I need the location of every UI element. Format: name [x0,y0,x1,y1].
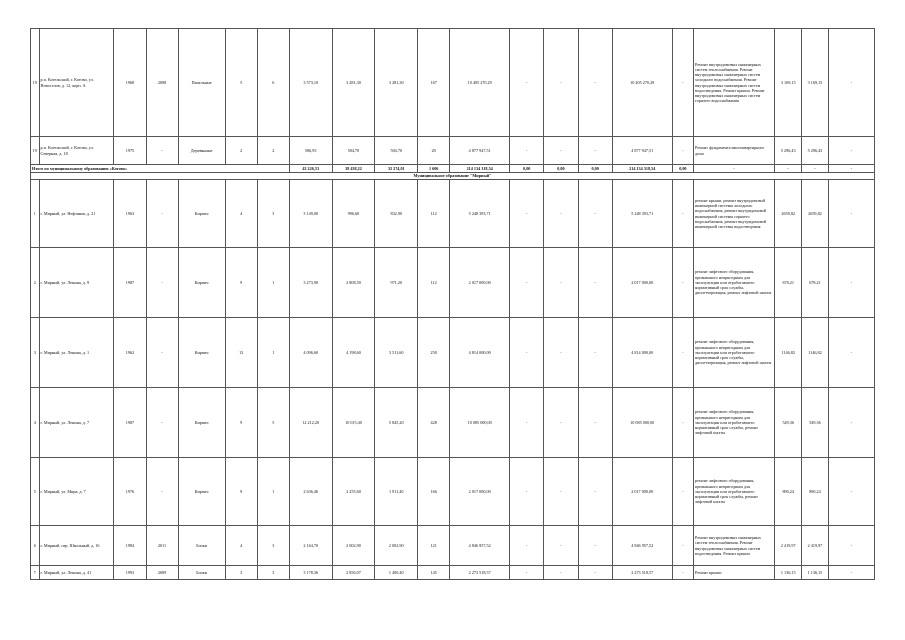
cell-floors: 9 [225,248,257,318]
cell-no: 3 [31,318,40,388]
cell-floors: 9 [225,388,257,458]
cell-p3: - [828,566,874,580]
cell-year-built: 1987 [114,248,146,318]
cell-area-living: 2 255,60 [332,458,375,526]
cell-address: р.п. Котельский, г. Котово, ул. Северная, д. 18 [39,137,114,165]
cell-p3: - [828,180,874,248]
cell-floors: 4 [225,180,257,248]
cell-wall: Кирпич [178,318,225,388]
cell-c4: 4 814 000,00 [612,318,672,388]
cell-c4: 4 877 947,51 [612,137,672,165]
cell-c1: - [510,388,544,458]
cell-residents: 428 [418,388,450,458]
cell-area-total: 3 273,90 [289,248,332,318]
cell-area-res: 3 511,60 [375,318,418,388]
cell-floors: 5 [225,29,257,137]
cell-c5: - [672,248,693,318]
cell-p3: - [828,248,874,318]
cell-year-rec: - [146,318,178,388]
cell-works: ремонт лифтового оборудования, признанного непригодным для эксплуатации или отработавшего нормативный срок службы, ремонт лифтовой шахты [694,388,775,458]
cell-wall: Блоки [178,566,225,580]
cell-p3: - [828,388,874,458]
cell-entrances: 2 [257,137,289,165]
cell-area-living: 504,70 [332,137,375,165]
table-row [31,180,875,248]
cell-wall: Панельные [178,29,225,137]
cell-year-rec: - [146,248,178,318]
cell-works: ремонт лифтового оборудования, признанного непригодным для эксплуатации или отработавшего нормативный срок службы, диспетчеризация, ремонт лифтовой шахты [694,318,775,388]
cell-c3: - [578,458,612,526]
cell-residents: 20 [418,137,450,165]
cell-wall: Кирпич [178,180,225,248]
cell-year-built: 1963 [114,180,146,248]
total-area-total: 43 226,53 [289,165,332,173]
cell-address: г. Мирный, ул. Ленина, д. 7 [39,388,114,458]
cell-year-rec: - [146,180,178,248]
cell-entrances: 3 [257,180,289,248]
cell-entrances: 6 [257,29,289,137]
cell-works: Ремонт внутридомовых инженерных систем теплоснабжения. Ремонт внутридомовых инженерных систем водоотведения. Ремонт крыши [694,526,775,566]
total-c1: 0,00 [510,165,544,173]
cell-area-res: 1 400,40 [375,566,418,580]
total-c2: 0,00 [544,165,578,173]
cell-residents: 145 [418,566,450,580]
cell-c4: 5 248 393,71 [612,180,672,248]
table-row [31,526,875,566]
cell-no: 2 [31,248,40,318]
cell-p2: 1 136,15 [802,566,829,580]
cell-wall: Кирпич [178,248,225,318]
cell-c3: - [578,318,612,388]
cell-p1: 2 419,97 [775,526,802,566]
cell-area-total: 3 573,10 [289,29,332,137]
cell-area-living: 4 198,60 [332,318,375,388]
cell-p1: 890,24 [775,458,802,526]
cell-p2: 1146,82 [802,318,829,388]
cell-cost: 10 085 000,00 [450,388,510,458]
cell-no: 7 [31,566,40,580]
total-label: Итого по муниципальному образованию «Котово» [31,165,290,173]
cell-entrances: 3 [257,526,289,566]
cell-p2: 5 296,43 [802,137,829,165]
cell-c1: - [510,137,544,165]
cell-c5: - [672,526,693,566]
total-residents: 1 606 [418,165,450,173]
cell-c4: 2 017 000,00 [612,458,672,526]
cell-year-rec: 2008 [146,29,178,137]
cell-address: р.п. Котельский, г. Котово, ул. Новоселов, д. 12, корп. А [39,29,114,137]
total-p3: - [828,165,874,173]
cell-no: 1 [31,180,40,248]
cell-c4: 10 405 270,29 [612,29,672,137]
cell-p3: - [828,458,874,526]
cell-p2: 890,24 [802,458,829,526]
cell-area-total: 2 164,70 [289,526,332,566]
cell-year-rec: 2009 [146,566,178,580]
cell-works: ремонт крыши, ремонт внутридомовой инженерной системы холодного водоснабжения, ремонт внутридомовой инженерной системы горячего водоснабжения, ремонт внутридомовой инженерной системы водоотведения [694,180,775,248]
cell-area-total: 2 636,46 [289,458,332,526]
cell-p1: 549,36 [775,388,802,458]
cell-p2: 2659,82 [802,180,829,248]
cell-p3: - [828,318,874,388]
cell-area-res: 5 845,20 [375,388,418,458]
cell-residents: 112 [418,248,450,318]
cell-c4: 2 017 000,00 [612,248,672,318]
cell-area-res: 1 911,40 [375,458,418,526]
cell-works: Ремонт фундамента многоквартирного дома [694,137,775,165]
cell-c2: - [544,458,578,526]
cell-no: 6 [31,526,40,566]
cell-year-built: 1968 [114,29,146,137]
cell-c2: - [544,526,578,566]
cell-c5: - [672,180,693,248]
total-c4: 214 134 318,54 [612,165,672,173]
cell-address: г. Мирный, ул. Ленина, д. 41 [39,566,114,580]
cell-cost: 10 405 270,29 [450,29,510,137]
cell-entrances: 3 [257,566,289,580]
cell-year-built: 1975 [114,137,146,165]
cell-no: 4 [31,388,40,458]
cell-c1: - [510,29,544,137]
table-row [31,458,875,526]
cell-wall: Деревянные [178,137,225,165]
cell-c2: - [544,388,578,458]
cell-works: ремонт лифтового оборудования, признанного непригодным для эксплуатации или отработавшего нормативный срок службы, диспетчеризация, ремонт лифтовой шахты [694,248,775,318]
cell-p2: 2 419,97 [802,526,829,566]
cell-works: Ремонт крыши [694,566,775,580]
repair-program-table [30,28,875,580]
table-row [31,318,875,388]
cell-c1: - [510,180,544,248]
cell-year-built: 1976 [114,458,146,526]
cell-residents: 250 [418,318,450,388]
cell-area-res: 504,70 [375,137,418,165]
cell-area-living: 10 015,40 [332,388,375,458]
cell-address: г. Мирный, ул. Ленина, д. 1 [39,318,114,388]
cell-p2: 549,36 [802,388,829,458]
cell-area-total: 12 212,20 [289,388,332,458]
cell-c1: - [510,458,544,526]
total-works: - [694,165,775,173]
cell-cost: 2 017 000,00 [450,458,510,526]
section-title: Муниципальное образование "Мирный" [31,173,875,180]
cell-c5: - [672,137,693,165]
cell-year-rec: - [146,458,178,526]
cell-area-living: 996,60 [332,180,375,248]
cell-c1: - [510,566,544,580]
cell-wall: Кирпич [178,388,225,458]
cell-p1: 1 136,15 [775,566,802,580]
cell-year-built: 1987 [114,388,146,458]
cell-residents: 121 [418,526,450,566]
cell-no: 19 [31,137,40,165]
cell-c2: - [544,248,578,318]
cell-c2: - [544,566,578,580]
cell-area-living: 2 808,50 [332,248,375,318]
cell-area-living: 2 856,07 [332,566,375,580]
cell-c3: - [578,137,612,165]
cell-area-res: 971,20 [375,248,418,318]
cell-no: 5 [31,458,40,526]
cell-c3: - [578,180,612,248]
total-area-res: 32 274,01 [375,165,418,173]
cell-residents: 166 [418,458,450,526]
cell-area-total: 586,95 [289,137,332,165]
total-area-living: 38 438,22 [332,165,375,173]
cell-floors: 13 [225,318,257,388]
cell-entrances: 1 [257,248,289,318]
cell-c3: - [578,388,612,458]
cell-floors: 4 [225,526,257,566]
cell-c4: 2 273 518,57 [612,566,672,580]
cell-year-rec: 2011 [146,526,178,566]
cell-p1: 3 169,15 [775,29,802,137]
cell-area-total: 3 178,36 [289,566,332,580]
cell-c4: 4 846 957,52 [612,526,672,566]
cell-year-rec: - [146,388,178,458]
cell-p2: 3 169,15 [802,29,829,137]
cell-c5: - [672,566,693,580]
cell-c1: - [510,318,544,388]
cell-year-built: 1984 [114,526,146,566]
cell-year-built: 1993 [114,566,146,580]
total-c3: 0,00 [578,165,612,173]
cell-c3: - [578,526,612,566]
cell-cost: 4 846 957,52 [450,526,510,566]
cell-p3: - [828,137,874,165]
cell-p1: 5 296,43 [775,137,802,165]
cell-address: г. Мирный, ул. Нефтяная, д. 21 [39,180,114,248]
cell-c5: - [672,29,693,137]
cell-wall: Блоки [178,526,225,566]
table-row [31,137,875,165]
table-row [31,29,875,137]
table-row [31,566,875,580]
cell-c2: - [544,180,578,248]
cell-c4: 10 085 000,00 [612,388,672,458]
cell-floors: 9 [225,458,257,526]
cell-area-res: 3 281,30 [375,29,418,137]
cell-c2: - [544,137,578,165]
cell-works: ремонт лифтового оборудования, признанного непригодным для эксплуатации или отработавшего нормативный срок службы, ремонт лифтовой шахты [694,458,775,526]
cell-p3: - [828,526,874,566]
cell-c3: - [578,29,612,137]
cell-area-living: 2 002,90 [332,526,375,566]
cell-c2: - [544,318,578,388]
cell-cost: 4 814 000,00 [450,318,510,388]
cell-p1: 1146,82 [775,318,802,388]
cell-year-built: 1962 [114,318,146,388]
total-c5: 0,00 [672,165,693,173]
cell-area-res: 2 002,90 [375,526,418,566]
cell-c5: - [672,458,693,526]
cell-cost: 2 017 000,00 [450,248,510,318]
cell-c5: - [672,388,693,458]
cell-area-total: 4 096,60 [289,318,332,388]
cell-entrances: 1 [257,318,289,388]
cell-floors: 2 [225,137,257,165]
cell-wall: Кирпич [178,458,225,526]
cell-year-rec: - [146,137,178,165]
cell-p3: - [828,29,874,137]
total-row [31,165,875,173]
cell-c1: - [510,526,544,566]
cell-c2: - [544,29,578,137]
cell-c3: - [578,566,612,580]
cell-address: г. Мирный, пер. Школьный, д. 16 [39,526,114,566]
cell-area-living: 3 281,30 [332,29,375,137]
table-row [31,388,875,458]
cell-no: 19 [31,29,40,137]
cell-cost: 2 273 518,57 [450,566,510,580]
cell-p1: 678,21 [775,248,802,318]
cell-area-total: 3 149,00 [289,180,332,248]
cell-entrances: 1 [257,458,289,526]
cell-residents: 112 [418,180,450,248]
cell-cost: 4 877 947,51 [450,137,510,165]
cell-address: г. Мирный, ул. Ленина, д. 9 [39,248,114,318]
cell-address: г. Мирный, ул. Мира, д. 7 [39,458,114,526]
cell-p1: 2659,82 [775,180,802,248]
cell-works: Ремонт внутридомовых инженерных систем теплоснабжения. Ремонт внутридомовых инженерных систем холодного водоснабжения. Ремонт внутридомовых инженерных систем водоотведения. Ремонт крыши. Ремонт внутридомовых инженерных систем горячего водоснабжения [694,29,775,137]
table-row [31,248,875,318]
cell-floors: 3 [225,566,257,580]
cell-area-res: 832,90 [375,180,418,248]
cell-c1: - [510,248,544,318]
cell-entrances: 5 [257,388,289,458]
cell-cost: 5 248 393,71 [450,180,510,248]
section-header-row [31,173,875,180]
total-cost: 214 134 318,54 [450,165,510,173]
total-p2: - [802,165,829,173]
cell-c5: - [672,318,693,388]
total-p1: - [775,165,802,173]
cell-p2: 678,21 [802,248,829,318]
cell-c3: - [578,248,612,318]
cell-residents: 167 [418,29,450,137]
